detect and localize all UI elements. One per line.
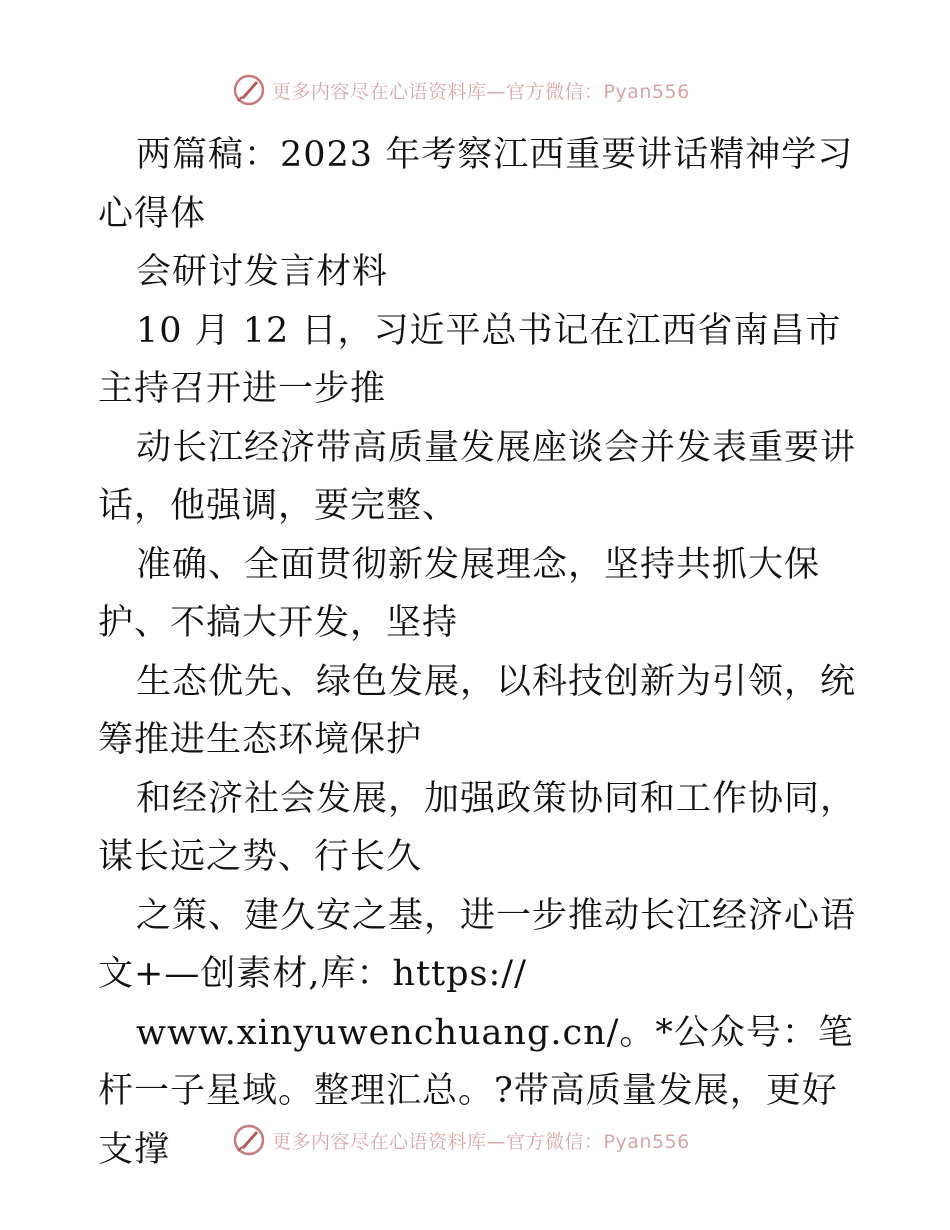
header-watermark: [232, 72, 690, 108]
paragraph: 之策、建久安之基，进一步推动长江经济心语文+—创素材,库：https://: [98, 895, 857, 994]
footer-watermark: [232, 1122, 690, 1158]
paragraph: 准确、全面贯彻新发展理念，坚持共抓大保护、不搞大开发，坚持: [98, 544, 821, 643]
paragraph: 动长江经济带高质量发展座谈会并发表重要讲话，他强调，要完整、: [98, 427, 857, 526]
paragraph: www.xinyuwenchuang.cn/。*公众号：笔杆一子星域。整理汇总。?带高质量发展，更好支撑: [98, 1012, 854, 1170]
watermark-text: 更多内容尽在心语资料库—官方微信：Pyan556: [272, 80, 690, 103]
paragraph: 生态优先、绿色发展，以科技创新为引领，统筹推进生态环境保护: [98, 661, 857, 760]
document-body: [98, 126, 868, 1179]
watermark-text: 更多内容尽在心语资料库—官方微信：Pyan556: [272, 1130, 690, 1153]
paragraph: 和经济社会发展，加强政策协同和工作协同，谋长远之势、行长久: [98, 778, 857, 877]
quill-logo-icon: [232, 1123, 266, 1157]
paragraph: 两篇稿：2023 年考察江西重要讲话精神学习心得体: [98, 135, 854, 234]
quill-logo-icon: [232, 73, 266, 107]
paragraph: 会研讨发言材料: [136, 252, 389, 292]
paragraph: 10 月 12 日，习近平总书记在江西省南昌市主持召开进一步推: [98, 310, 842, 409]
